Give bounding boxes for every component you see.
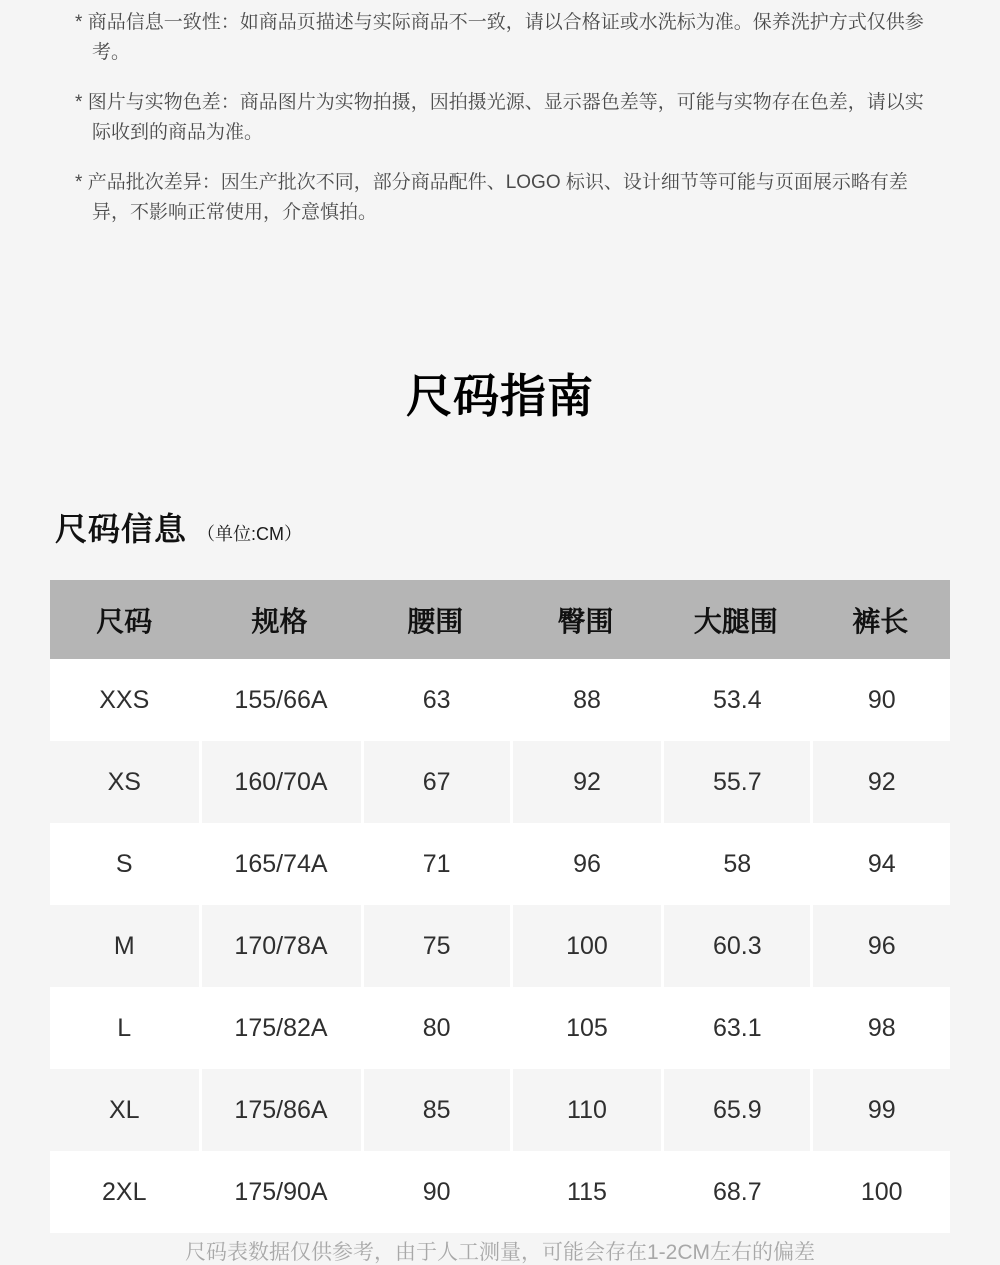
spec-cell: 175/86A	[199, 1069, 361, 1151]
asterisk-bullet: *	[75, 92, 83, 113]
spec-cell: 175/82A	[199, 987, 361, 1069]
spec-cell: 165/74A	[199, 823, 361, 905]
hip-cell: 115	[510, 1151, 661, 1233]
table-row-xl	[50, 1069, 950, 1151]
size-cell: 2XL	[102, 1177, 147, 1206]
size-cell: M	[113, 931, 135, 960]
disclaimer-item-batch-difference	[75, 168, 932, 228]
waist-cell: 80	[361, 987, 510, 1069]
size-info-heading	[55, 509, 1000, 556]
hip-cell: 88	[510, 659, 661, 741]
table-row-xs	[50, 741, 950, 823]
thigh-cell: 58	[661, 823, 810, 905]
asterisk-bullet: *	[75, 172, 83, 193]
thigh-cell: 60.3	[661, 905, 810, 987]
spec-cell: 160/70A	[199, 741, 361, 823]
header-cell-hip: 臀围	[510, 580, 661, 659]
size-guide-title: 尺码指南	[406, 370, 594, 422]
table-row-l	[50, 987, 950, 1069]
waist-cell: 67	[361, 741, 510, 823]
header-cell-size: 尺码	[50, 580, 199, 659]
table-row-2xl	[50, 1151, 950, 1233]
spec-cell: 155/66A	[199, 659, 361, 741]
table-row-m	[50, 905, 950, 987]
waist-cell: 75	[361, 905, 510, 987]
spec-cell: 175/90A	[199, 1151, 361, 1233]
thigh-cell: 68.7	[661, 1151, 810, 1233]
waist-cell: 71	[361, 823, 510, 905]
length-cell: 96	[810, 905, 950, 987]
thigh-cell: 63.1	[661, 987, 810, 1069]
length-cell: 94	[810, 823, 950, 905]
disclaimer-text: 产品批次差异：因生产批次不同，部分商品配件、LOGO 标识、设计细节等可能与页面展示略有差异，不影响正常使用，介意慎拍。	[87, 172, 908, 223]
header-cell-thigh: 大腿围	[661, 580, 810, 659]
header-cell-waist: 腰围	[361, 580, 510, 659]
size-chart-disclaimer: 尺码表数据仅供参考，由于人工测量，可能会存在1-2CM左右的偏差	[184, 1241, 815, 1264]
length-cell: 90	[810, 659, 950, 741]
hip-cell: 92	[510, 741, 661, 823]
disclaimer-section	[0, 0, 1000, 228]
thigh-cell: 53.4	[661, 659, 810, 741]
length-cell: 99	[810, 1069, 950, 1151]
size-info-title: 尺码信息	[55, 511, 188, 547]
size-cell: XS	[107, 767, 141, 796]
size-cell: S	[115, 849, 133, 878]
thigh-cell: 65.9	[661, 1069, 810, 1151]
size-table-header-row	[50, 580, 950, 659]
disclaimer-item-color-difference	[75, 88, 932, 148]
hip-cell: 96	[510, 823, 661, 905]
disclaimer-text: 商品信息一致性：如商品页描述与实际商品不一致，请以合格证或水洗标为准。保养洗护方式仅供参考。	[87, 12, 924, 63]
size-cell: XXS	[99, 685, 150, 714]
table-row-s	[50, 823, 950, 905]
waist-cell: 63	[361, 659, 510, 741]
disclaimer-item-consistency	[75, 8, 932, 68]
length-cell: 98	[810, 987, 950, 1069]
table-row-xxs	[50, 659, 950, 741]
waist-cell: 85	[361, 1069, 510, 1151]
length-cell: 92	[810, 741, 950, 823]
disclaimer-text: 图片与实物色差：商品图片为实物拍摄，因拍摄光源、显示器色差等，可能与实物存在色差，请以实际收到的商品为准。	[87, 92, 924, 143]
size-cell: L	[117, 1013, 132, 1042]
header-cell-spec: 规格	[199, 580, 361, 659]
waist-cell: 90	[361, 1151, 510, 1233]
header-cell-length: 裤长	[810, 580, 950, 659]
spec-cell: 170/78A	[199, 905, 361, 987]
size-chart-table	[50, 580, 950, 1233]
unit-label: （单位:CM）	[197, 524, 303, 544]
size-cell: XL	[108, 1095, 140, 1124]
hip-cell: 110	[510, 1069, 661, 1151]
hip-cell: 105	[510, 987, 661, 1069]
thigh-cell: 55.7	[661, 741, 810, 823]
asterisk-bullet: *	[75, 12, 83, 33]
length-cell: 100	[810, 1151, 950, 1233]
hip-cell: 100	[510, 905, 661, 987]
